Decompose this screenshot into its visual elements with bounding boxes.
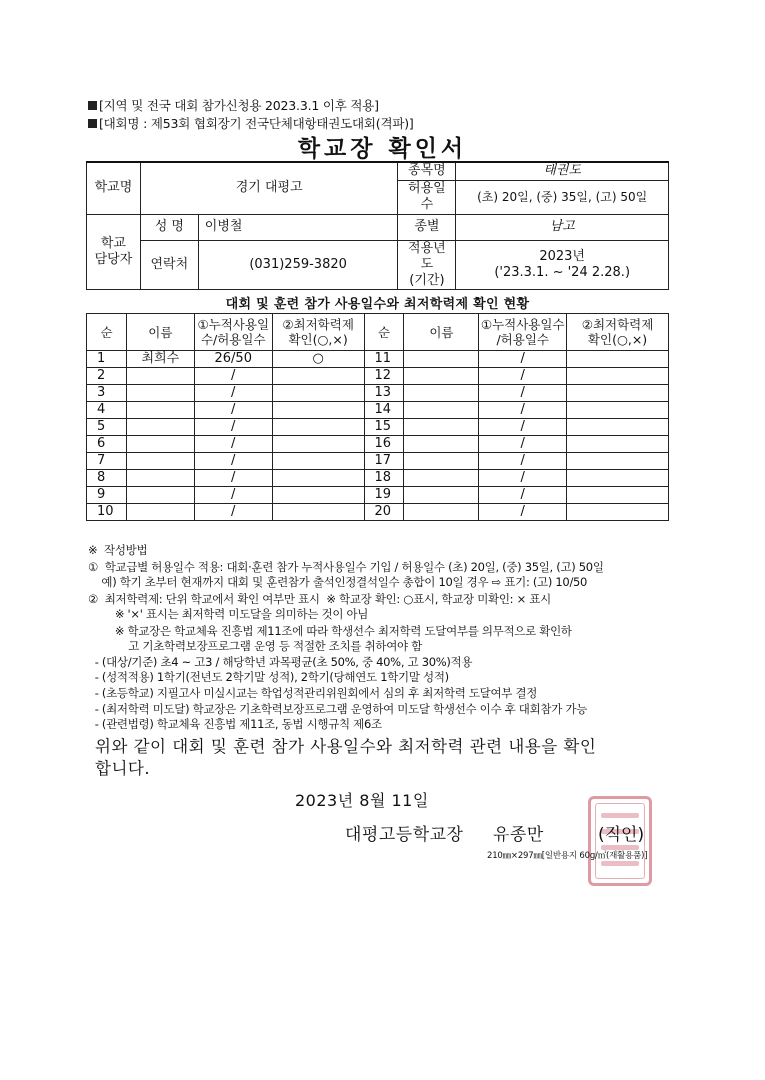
row-name [126, 419, 194, 436]
row-name [126, 487, 194, 504]
note-line: - (최저학력 미도달) 학교장은 기초학력보장프로그램 운영하여 미도달 학생선수 이수 후 대회참가 가능 [88, 702, 588, 716]
row-days: / [194, 368, 272, 385]
sport-value: 태권도 [456, 162, 669, 180]
row-days: / [194, 487, 272, 504]
school-name: 경기 대평고 [140, 162, 398, 214]
row-name-right [404, 351, 479, 368]
note-line: - (관련법령) 학교체육 진흥법 제11조, 동법 시행규칙 제6조 [88, 717, 382, 731]
row-days-right: / [479, 351, 567, 368]
table-row [87, 402, 669, 419]
row-name-right [404, 368, 479, 385]
grid-header-row [87, 314, 669, 351]
manager-label: 학교 담당자 [87, 214, 141, 290]
row-name-right [404, 470, 479, 487]
period-value: 2023년 ('23.3.1. ~ '24 2.28.) [456, 240, 669, 290]
row-no-right: 20 [364, 504, 404, 521]
row-check-right [567, 453, 669, 470]
row-no-right: 13 [364, 385, 404, 402]
row-check-right [567, 419, 669, 436]
note-line: ※ '×' 표시는 최저학력 미도달을 의미하는 것이 아님 [88, 607, 369, 621]
table-row [87, 351, 669, 368]
header-line-1: [지역 및 전국 대회 참가신청용 2023.3.1 이후 적용] [88, 96, 379, 114]
col-days: ①누적사용일 수/허용일수 [194, 314, 272, 351]
table-row [87, 470, 669, 487]
square-bullet-icon [88, 101, 97, 110]
row-name-right [404, 385, 479, 402]
row-check [272, 402, 364, 419]
note-line: ① 학교급별 허용일수 적용: 대회·훈련 참가 누적사용일수 기입 / 허용일수 (초) 20일, (중) 35일, (고) 50일 [88, 560, 604, 574]
row-check [272, 504, 364, 521]
category-label: 종별 [398, 214, 456, 240]
col-name: 이름 [126, 314, 194, 351]
table-row [87, 419, 669, 436]
table-row [87, 368, 669, 385]
table-row [87, 436, 669, 453]
confirmation-line-2: 합니다. [95, 759, 151, 778]
row-check [272, 453, 364, 470]
note-line: - (대상/기준) 초4 ~ 고3 / 해당학년 과목평균(초 50%, 중 40%, 고 30%)적용 [88, 655, 473, 669]
row-days-right: / [479, 453, 567, 470]
contact-label: 연락처 [140, 240, 198, 290]
row-days: / [194, 436, 272, 453]
row-no: 5 [87, 419, 127, 436]
row-days-right: / [479, 470, 567, 487]
status-grid [86, 313, 669, 521]
table-row [87, 385, 669, 402]
table-row [87, 487, 669, 504]
row-name [126, 385, 194, 402]
row-name [126, 453, 194, 470]
row-no: 1 [87, 351, 127, 368]
row-days: / [194, 385, 272, 402]
row-check-right [567, 385, 669, 402]
row-check: ○ [272, 351, 364, 368]
row-no: 6 [87, 436, 127, 453]
name-label: 성 명 [140, 214, 198, 240]
row-check [272, 436, 364, 453]
row-name [126, 368, 194, 385]
square-bullet-icon [88, 119, 97, 128]
document-title: 학교장 확인서 [297, 136, 468, 162]
row-name [126, 436, 194, 453]
row-days: / [194, 504, 272, 521]
row-no-right: 15 [364, 419, 404, 436]
row-name [126, 504, 194, 521]
table-row [87, 504, 669, 521]
row-days-right: / [479, 402, 567, 419]
note-line: ※ 작성방법 [88, 543, 148, 557]
row-check-right [567, 487, 669, 504]
row-days-right: / [479, 368, 567, 385]
allowed-days-value: (초) 20일, (중) 35일, (고) 50일 [456, 180, 669, 214]
row-no: 4 [87, 402, 127, 419]
row-no: 8 [87, 470, 127, 487]
col-check: ②최저학력제 확인(○,×) [272, 314, 364, 351]
col-no-right: 순 [364, 314, 404, 351]
row-days: / [194, 402, 272, 419]
manager-name: 이병철 [198, 214, 398, 240]
note-line: ※ 학교장은 학교체육 진흥법 제11조에 따라 학생선수 최저학력 도달여부를 의무적으로 확인하 [88, 624, 572, 638]
row-no: 10 [87, 504, 127, 521]
note-line: 고 기초학력보장프로그램 운영 등 적절한 조치를 취하여야 함 [88, 639, 422, 653]
row-check-right [567, 351, 669, 368]
row-name: 최희수 [126, 351, 194, 368]
row-name [126, 402, 194, 419]
row-check [272, 487, 364, 504]
row-name-right [404, 487, 479, 504]
row-check-right [567, 436, 669, 453]
row-no-right: 12 [364, 368, 404, 385]
row-no-right: 18 [364, 470, 404, 487]
row-name-right [404, 453, 479, 470]
paper-spec-note: 210㎜×297㎜[일반용지 60g/㎡(재활용품)] [487, 851, 648, 861]
note-line: - (초등학교) 지필고사 미실시교는 학업성적관리위원회에서 심의 후 최저학력 도달여부 결정 [88, 686, 538, 700]
school-label: 학교명 [87, 162, 141, 214]
row-no: 9 [87, 487, 127, 504]
row-no-right: 11 [364, 351, 404, 368]
row-name-right [404, 419, 479, 436]
seal-label: (직인) [598, 825, 645, 845]
row-check-right [567, 504, 669, 521]
row-no-right: 19 [364, 487, 404, 504]
note-line: ② 최저학력제: 단위 학교에서 확인 여부만 표시 ※ 학교장 확인: ○표시, 학교장 미확인: × 표시 [88, 592, 551, 606]
row-check [272, 385, 364, 402]
row-no-right: 17 [364, 453, 404, 470]
note-line: - (성적적용) 1학기(전년도 2학기말 성적), 2학기(당해연도 1학기말 성적) [88, 670, 449, 684]
category-value: 남고 [456, 214, 669, 240]
row-name-right [404, 504, 479, 521]
note-line: 예) 학기 초부터 현재까지 대회 및 훈련참가 출석인정결석일수 총합이 10일 경우 ⇨ 표기: (고) 10/50 [88, 575, 588, 589]
confirmation-line-1: 위와 같이 대회 및 훈련 참가 사용일수와 최저학력 관련 내용을 확인 [95, 737, 597, 756]
row-check [272, 419, 364, 436]
col-no: 순 [87, 314, 127, 351]
header-line-2: [대회명 : 제53회 협회장기 전국단체대항태권도대회(격파)] [88, 114, 414, 132]
table-row [87, 453, 669, 470]
row-days: / [194, 419, 272, 436]
row-check-right [567, 402, 669, 419]
row-check [272, 470, 364, 487]
sport-label: 종목명 [398, 162, 456, 180]
row-days-right: / [479, 385, 567, 402]
row-check [272, 368, 364, 385]
col-check-right: ②최저학력제 확인(○,×) [567, 314, 669, 351]
row-days: / [194, 470, 272, 487]
col-name-right: 이름 [404, 314, 479, 351]
row-name [126, 470, 194, 487]
row-name-right [404, 436, 479, 453]
row-name-right [404, 402, 479, 419]
principal-signature: 대평고등학교장 유종만 [345, 825, 544, 845]
contact-value: (031)259-3820 [198, 240, 398, 290]
row-no: 7 [87, 453, 127, 470]
row-days-right: / [479, 504, 567, 521]
period-label: 적용년 도 (기간) [398, 240, 456, 290]
row-days: / [194, 453, 272, 470]
row-no: 2 [87, 368, 127, 385]
row-no: 3 [87, 385, 127, 402]
row-check-right [567, 368, 669, 385]
allowed-days-label: 허용일 수 [398, 180, 456, 214]
row-no-right: 16 [364, 436, 404, 453]
row-days-right: / [479, 487, 567, 504]
row-days: 26/50 [194, 351, 272, 368]
row-no-right: 14 [364, 402, 404, 419]
issue-date: 2023년 8월 11일 [295, 791, 429, 810]
info-table [86, 161, 669, 290]
status-title: 대회 및 훈련 참가 사용일수와 최저학력제 확인 현황 [225, 297, 530, 312]
col-days-right: ①누적사용일수 /허용일수 [479, 314, 567, 351]
row-check-right [567, 470, 669, 487]
row-days-right: / [479, 436, 567, 453]
row-days-right: / [479, 419, 567, 436]
